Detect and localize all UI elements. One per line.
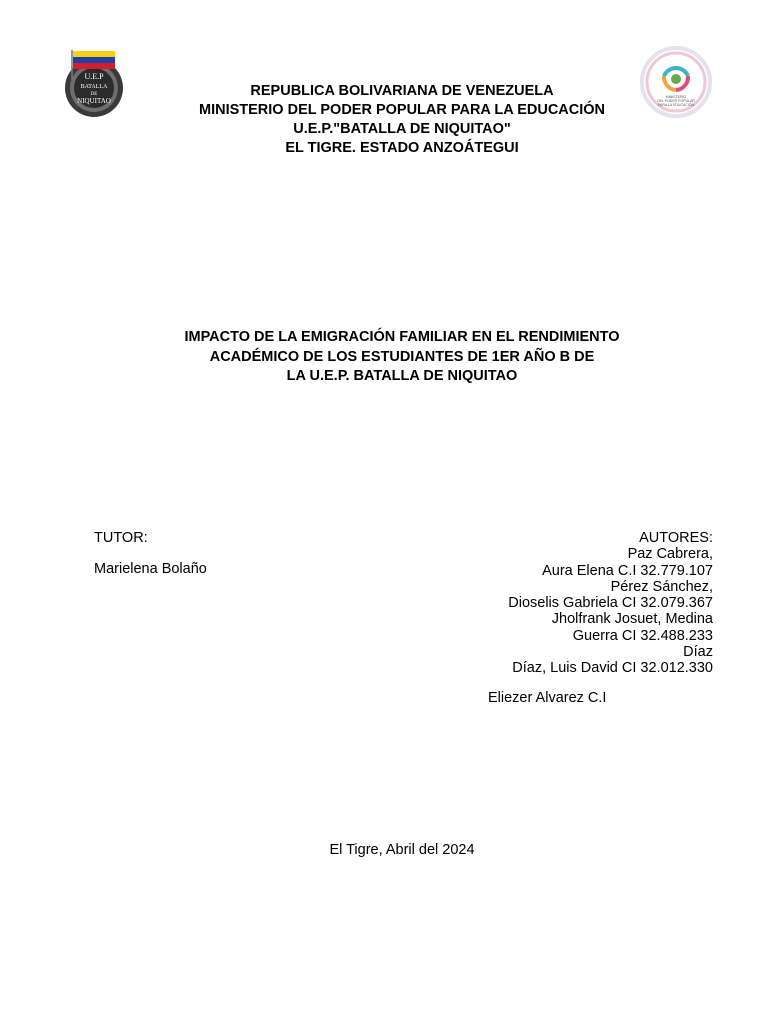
header-line: REPUBLICA BOLIVARIANA DE VENEZUELA bbox=[250, 83, 554, 99]
author-line: Paz Cabrera, bbox=[627, 546, 713, 563]
logo-text-3: DE bbox=[90, 92, 98, 97]
authors-block bbox=[508, 530, 713, 677]
header-line: MINISTERIO DEL PODER POPULAR PARA LA EDUCACIÓN bbox=[198, 102, 606, 118]
author-line: Aura Elena C.I 32.779.107 bbox=[542, 562, 713, 579]
author-line: Díaz bbox=[683, 644, 713, 661]
author-line: Dioselis Gabriela CI 32.079.367 bbox=[508, 595, 713, 612]
author-line: Guerra CI 32.488.233 bbox=[572, 627, 713, 644]
title-line: LA U.E.P. BATALLA DE NIQUITAO bbox=[286, 368, 518, 384]
author-line: Pérez Sánchez, bbox=[610, 578, 713, 595]
header-line: EL TIGRE. ESTADO ANZOÁTEGUI bbox=[285, 140, 519, 156]
tutor-label: TUTOR: bbox=[94, 530, 148, 546]
author-line: Jholfrank Josuet, Medina bbox=[551, 611, 713, 628]
ministry-caption-1: MINISTERIO bbox=[665, 95, 687, 99]
tutor-name: Marielena Bolaño bbox=[94, 561, 207, 577]
ministry-caption-3: PARA LA EDUCACIÓN bbox=[657, 103, 695, 107]
title-line: ACADÉMICO DE LOS ESTUDIANTES DE 1ER AÑO B DE bbox=[209, 348, 595, 365]
header-line: U.E.P."BATALLA DE NIQUITAO" bbox=[293, 121, 511, 137]
logo-text-1: U.E.P bbox=[84, 72, 104, 81]
document-title bbox=[0, 328, 768, 387]
place-date: El Tigre, Abril del 2024 bbox=[329, 842, 475, 858]
authors-label: AUTORES: bbox=[639, 530, 713, 546]
logo-text-4: NIQUITAO bbox=[77, 97, 111, 105]
logo-text-2: BATALLA bbox=[80, 84, 108, 90]
institution-header bbox=[0, 82, 768, 158]
author-extra-line: Eliezer Alvarez C.I bbox=[488, 690, 607, 706]
title-line: IMPACTO DE LA EMIGRACIÓN FAMILIAR EN EL RENDIMIENTO bbox=[184, 329, 620, 345]
ministry-caption-2: DEL PODER POPULAR bbox=[657, 99, 695, 103]
author-line: Díaz, Luis David CI 32.012.330 bbox=[512, 660, 713, 677]
